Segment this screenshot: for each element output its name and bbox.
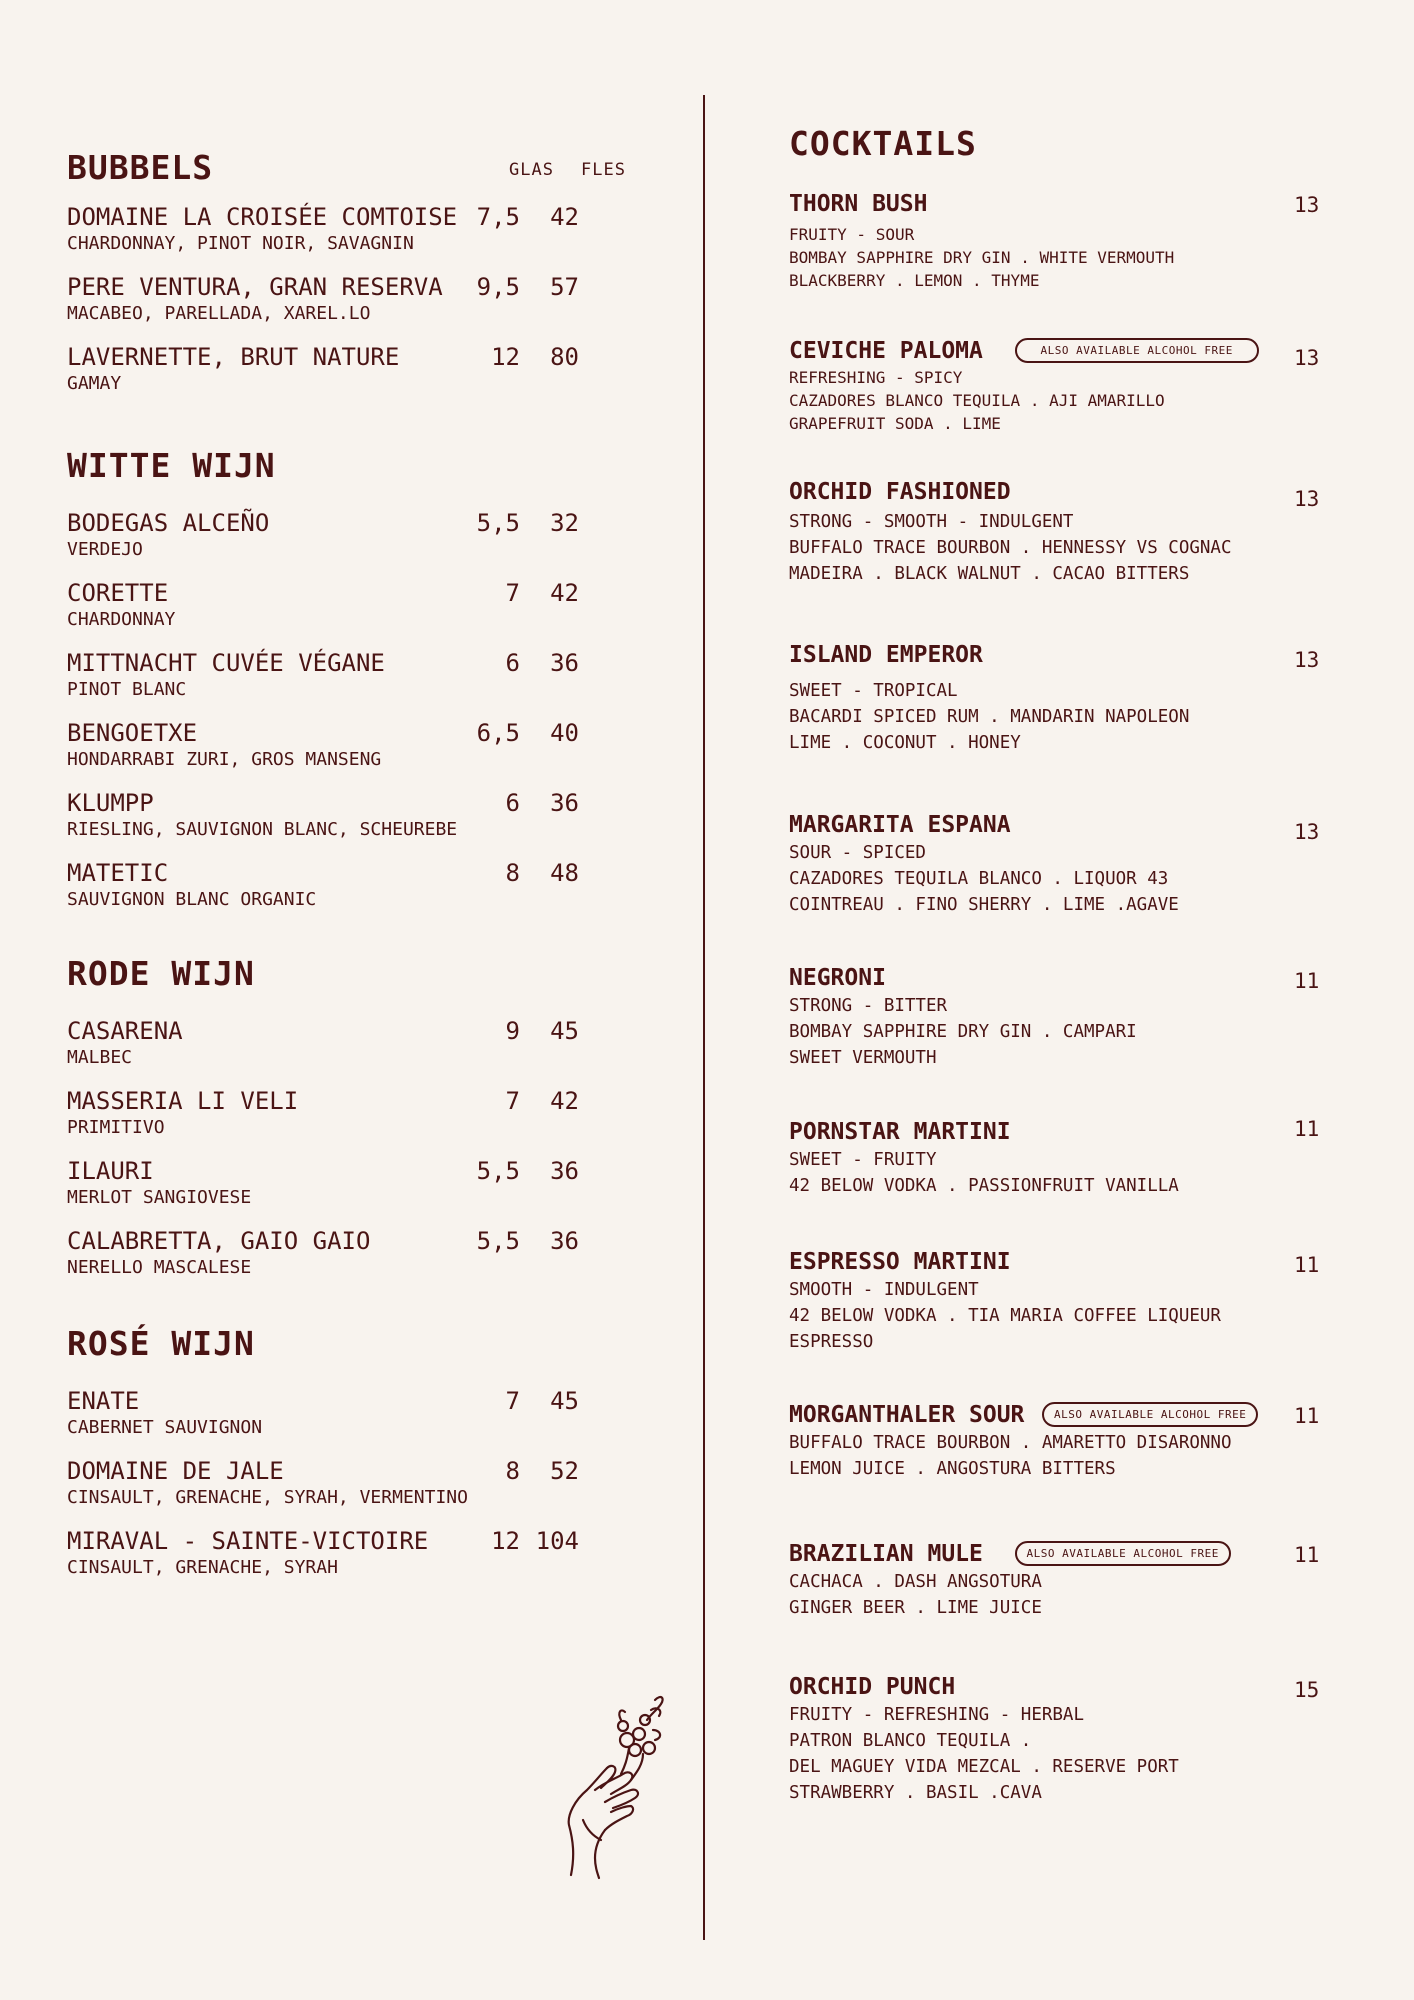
section-rode-wijn [67,954,657,1278]
cocktail-price: 15 [1294,1678,1320,1702]
wine-item [67,1086,657,1146]
cocktail-line: SWEET - FRUITY [789,1150,937,1170]
cocktail-line: STRAWBERRY . BASIL .CAVA [789,1783,1042,1803]
cocktail-line: LIME . COCONUT . HONEY [789,733,1021,753]
wine-item [67,342,657,402]
cocktail-name: MORGANTHALER SOUR [789,1402,1025,1428]
bottle-price: 80 [550,343,579,371]
wine-name: KLUMPP [67,789,154,817]
cocktail-line: CAZADORES TEQUILA BLANCO . LIQUOR 43 [789,869,1169,889]
cocktail-line: MADEIRA . BLACK WALNUT . CACAO BITTERS [789,564,1190,584]
cocktail-line: BOMBAY SAPPHIRE DRY GIN . WHITE VERMOUTH [789,248,1175,267]
cocktail-line: LEMON JUICE . ANGOSTURA BITTERS [789,1459,1116,1479]
wine-item [67,272,657,332]
cocktail-line: STRONG - SMOOTH - INDULGENT [789,512,1074,532]
cocktail-line: SWEET VERMOUTH [789,1048,937,1068]
cocktail-line: ESPRESSO [789,1332,874,1352]
glass-price: 12 [491,1527,520,1555]
cocktail-item [789,963,1329,1071]
bottle-price: 42 [550,1087,579,1115]
cocktail-item [789,1117,1329,1199]
cocktail-line: BOMBAY SAPPHIRE DRY GIN . CAMPARI [789,1022,1137,1042]
bottle-price: 32 [550,509,579,537]
wine-grape: MALBEC [67,1047,133,1068]
glass-price: 7 [505,1087,520,1115]
cocktail-name: PORNSTAR MARTINI [789,1119,1011,1145]
wine-item [67,718,657,778]
fles-header: FLES [581,160,626,180]
cocktail-line: DEL MAGUEY VIDA MEZCAL . RESERVE PORT [789,1757,1179,1777]
cocktail-name: NEGRONI [789,965,886,991]
wine-name: DOMAINE DE JALE [67,1457,284,1485]
column-divider [703,95,705,1940]
cocktail-line: BACARDI SPICED RUM . MANDARIN NAPOLEON [789,707,1190,727]
wine-item [67,202,657,262]
wine-grape: CINSAULT, GRENACHE, SYRAH, VERMENTINO [67,1487,468,1508]
cocktail-line: CACHACA . DASH ANGSOTURA [789,1572,1042,1592]
cocktail-line: BLACKBERRY . LEMON . THYME [789,271,1040,290]
cocktail-price: 13 [1294,193,1320,217]
cocktail-item [789,1400,1329,1482]
bottle-price: 40 [550,719,579,747]
cocktail-name: ORCHID PUNCH [789,1674,956,1700]
section-title: WITTE WIJN [67,446,276,485]
cocktail-line: COINTREAU . FINO SHERRY . LIME .AGAVE [789,895,1179,915]
bottle-price: 36 [550,1227,579,1255]
glass-price: 9 [505,1017,520,1045]
wine-name: MITTNACHT CUVÉE VÉGANE [67,649,385,677]
cocktail-line: 42 BELOW VODKA . PASSIONFRUIT VANILLA [789,1176,1179,1196]
cocktail-price: 11 [1294,969,1320,993]
cocktail-item [789,1672,1329,1806]
glass-price: 6 [505,649,520,677]
wine-name: BODEGAS ALCEÑO [67,509,270,537]
cocktail-price: 11 [1294,1253,1320,1277]
bottle-price: 36 [550,1157,579,1185]
cocktail-item [789,336,1329,435]
glass-price: 5,5 [476,1227,520,1255]
bottle-price: 42 [550,579,579,607]
wine-item [67,648,657,708]
cocktail-name: ORCHID FASHIONED [789,479,1011,505]
cocktail-line: GINGER BEER . LIME JUICE [789,1598,1042,1618]
wine-item [67,1386,657,1446]
bottle-price: 104 [535,1527,579,1555]
cocktail-price: 13 [1294,648,1320,672]
wine-item [67,508,657,568]
section-bubbels [67,148,657,394]
cocktail-item [789,189,1329,292]
bottle-price: 36 [550,789,579,817]
wine-grape: SAUVIGNON BLANC ORGANIC [67,889,317,910]
wine-item [67,1526,657,1586]
bottle-price: 48 [550,859,579,887]
cocktail-name: CEVICHE PALOMA [789,338,983,364]
wine-grape: PRIMITIVO [67,1117,165,1138]
cocktail-price: 13 [1294,346,1320,370]
alcohol-free-badge: ALSO AVAILABLE ALCOHOL FREE [1015,1541,1231,1566]
wine-name: CORETTE [67,579,169,607]
cocktail-line: REFRESHING - SPICY [789,368,963,387]
cocktail-price: 13 [1294,487,1320,511]
cocktail-line: SWEET - TROPICAL [789,681,958,701]
wine-grape: CABERNET SAUVIGNON [67,1417,263,1438]
cocktail-item [789,810,1329,918]
wine-name: CALABRETTA, GAIO GAIO [67,1227,371,1255]
wine-item [67,1156,657,1216]
bottle-price: 45 [550,1017,579,1045]
cocktails-title: COCKTAILS [789,124,977,163]
wine-grape: CHARDONNAY [67,609,176,630]
cocktail-name: THORN BUSH [789,191,928,217]
bottle-price: 52 [550,1457,579,1485]
wine-item [67,858,657,918]
cocktail-line: CAZADORES BLANCO TEQUILA . AJI AMARILLO [789,391,1165,410]
cocktail-line: 42 BELOW VODKA . TIA MARIA COFFEE LIQUEUR [789,1306,1221,1326]
section-title: RODE WIJN [67,954,255,993]
wine-name: ILAURI [67,1157,154,1185]
wine-name: DOMAINE LA CROISÉE COMTOISE [67,203,458,231]
glass-price: 12 [491,343,520,371]
glas-header: GLAS [509,160,554,180]
glass-price: 6 [505,789,520,817]
wine-name: MASSERIA LI VELI [67,1087,299,1115]
cocktail-line: PATRON BLANCO TEQUILA . [789,1731,1032,1751]
bottle-price: 45 [550,1387,579,1415]
glass-price: 8 [505,859,520,887]
cocktail-line: GRAPEFRUIT SODA . LIME [789,414,1001,433]
glass-price: 9,5 [476,273,520,301]
cocktail-name: ESPRESSO MARTINI [789,1249,1011,1275]
wine-name: CASARENA [67,1017,183,1045]
cocktail-price: 13 [1294,820,1320,844]
bottle-price: 36 [550,649,579,677]
glass-price: 7 [505,1387,520,1415]
cocktail-item [789,640,1329,756]
wine-name: PERE VENTURA, GRAN RESERVA [67,273,443,301]
cocktail-line: BUFFALO TRACE BOURBON . AMARETTO DISARONNO [789,1433,1232,1453]
cocktail-item [789,1539,1329,1621]
cocktail-line: SOUR - SPICED [789,843,926,863]
wine-grape: CINSAULT, GRENACHE, SYRAH [67,1557,338,1578]
glass-price: 6,5 [476,719,520,747]
glass-price: 5,5 [476,1157,520,1185]
wine-grape: CHARDONNAY, PINOT NOIR, SAVAGNIN [67,233,414,254]
bottle-price: 42 [550,203,579,231]
cocktail-line: STRONG - BITTER [789,996,948,1016]
cocktail-item [789,477,1329,587]
wine-item [67,1226,657,1286]
wine-name: BENGOETXE [67,719,198,747]
cocktail-item [789,1247,1329,1355]
alcohol-free-badge: ALSO AVAILABLE ALCOHOL FREE [1042,1402,1258,1427]
alcohol-free-badge: ALSO AVAILABLE ALCOHOL FREE [1015,338,1259,363]
cocktail-price: 11 [1294,1543,1320,1567]
wine-name: MATETIC [67,859,169,887]
wine-item [67,788,657,848]
wine-grape: HONDARRABI ZURI, GROS MANSENG [67,749,382,770]
wine-item [67,578,657,638]
wine-item [67,1016,657,1076]
glass-price: 7,5 [476,203,520,231]
cocktail-line: SMOOTH - INDULGENT [789,1280,979,1300]
glass-price: 7 [505,579,520,607]
glass-price: 8 [505,1457,520,1485]
cocktail-line: FRUITY - REFRESHING - HERBAL [789,1705,1085,1725]
cocktail-price: 11 [1294,1404,1320,1428]
wine-grape: PINOT BLANC [67,679,187,700]
glass-price: 5,5 [476,509,520,537]
wine-grape: RIESLING, SAUVIGNON BLANC, SCHEUREBE [67,819,458,840]
bottle-price: 57 [550,273,579,301]
wine-grape: MACABEO, PARELLADA, XAREL.LO [67,303,371,324]
wine-name: ENATE [67,1387,140,1415]
section-witte-wijn [67,446,657,910]
cocktail-name: MARGARITA ESPANA [789,812,1011,838]
cocktail-name: ISLAND EMPEROR [789,642,983,668]
wine-grape: VERDEJO [67,539,143,560]
wine-name: LAVERNETTE, BRUT NATURE [67,343,400,371]
cocktail-name: BRAZILIAN MULE [789,1541,983,1567]
cocktail-price: 11 [1294,1117,1320,1141]
section-title: BUBBELS [67,148,214,187]
wine-name: MIRAVAL - SAINTE-VICTOIRE [67,1527,429,1555]
cocktail-line: BUFFALO TRACE BOURBON . HENNESSY VS COGNAC [789,538,1232,558]
section-rose-wijn [67,1324,657,1578]
wine-grape: NERELLO MASCALESE [67,1257,252,1278]
cocktail-line: FRUITY - SOUR [789,225,915,244]
section-title: ROSÉ WIJN [67,1324,255,1363]
wine-grape: GAMAY [67,373,122,394]
hand-flower-illustration [565,1690,685,1880]
wine-grape: MERLOT SANGIOVESE [67,1187,252,1208]
wine-item [67,1456,657,1516]
